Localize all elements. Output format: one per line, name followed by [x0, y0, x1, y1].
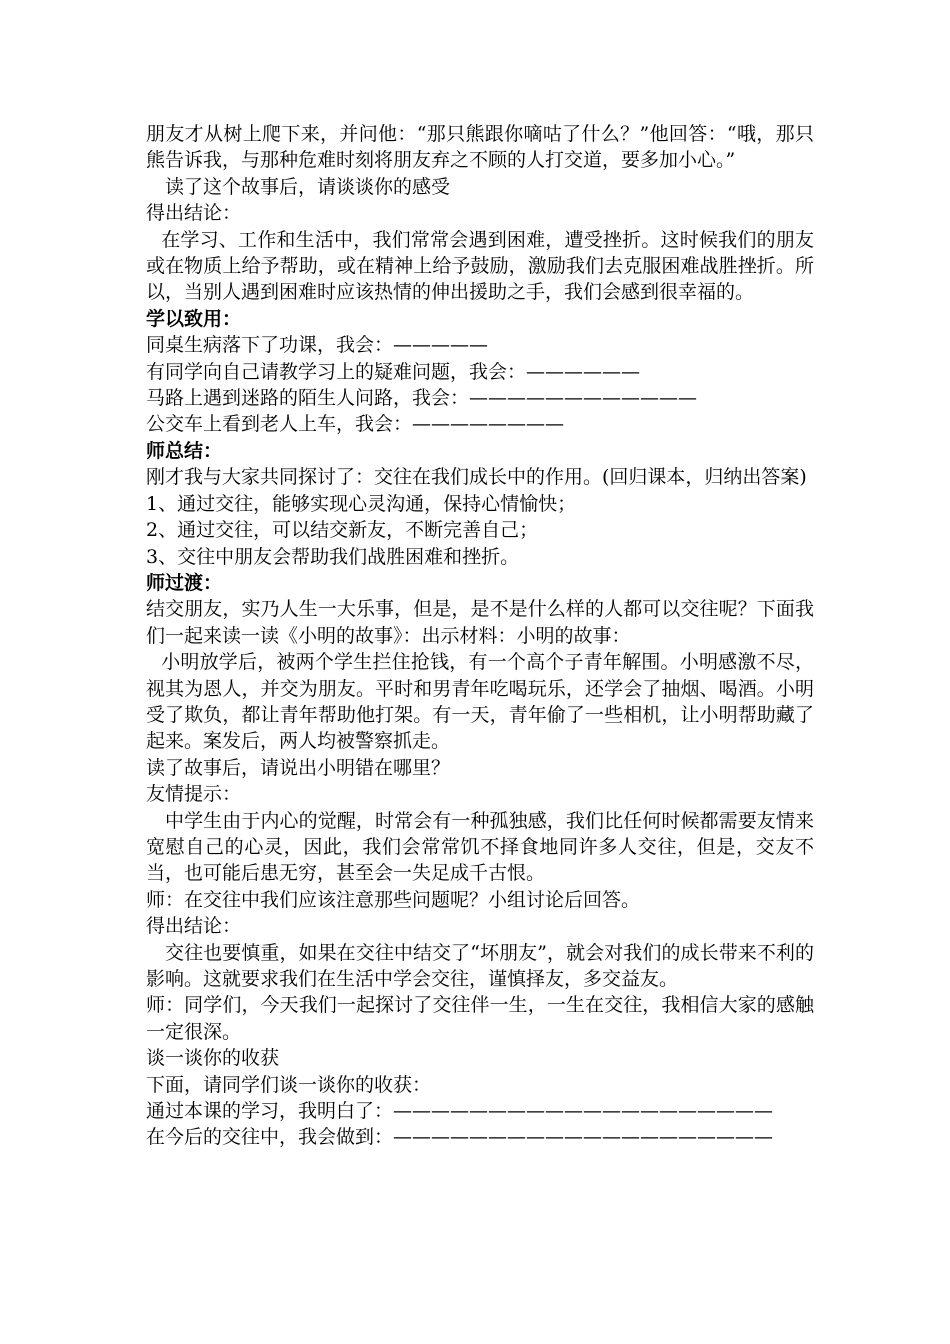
conclusion-label: 得出结论：: [146, 202, 242, 225]
conclusion-label-2: 得出结论：: [146, 915, 242, 938]
gains-prompt: 下面，请同学们谈一谈你的收获：: [146, 1073, 432, 1096]
xiaoming-question: 读了故事后，请说出小明错在哪里？: [146, 756, 451, 779]
section-heading-summary: 师总结：: [146, 439, 223, 462]
story-ending-paragraph: 朋友才从树上爬下来，并问他：“那只熊跟你嘀咕了什么？”他回答：“哦，那只熊告诉我，与那种危难时刻将朋友弃之不顾的人打交道，要多加小心。”: [146, 123, 814, 172]
conclusion-paragraph-2: 交往也要慎重，如果在交往中结交了“坏朋友”，就会对我们的成长带来不利的影响。这就要求我们在生活中学会交往，谨慎择友，多交益友。: [146, 941, 814, 990]
document-body: [146, 121, 814, 1151]
apply-item-3: 马路上遇到迷路的陌生人问路，我会：————————————: [146, 387, 698, 410]
section-heading-apply: 学以致用：: [146, 307, 242, 330]
story-reflection-prompt: 读了这个故事后，请谈谈你的感受: [165, 175, 451, 198]
conclusion-paragraph-1: 在学习、工作和生活中，我们常常会遇到困难，遭受挫折。这时候我们的朋友或在物质上给予帮助，或在精神上给予鼓励，激励我们去克服困难战胜挫折。所以，当别人遇到困难时应该热情的伸出援助之手，我们会感到很幸福的。: [146, 228, 814, 304]
xiaoming-story-paragraph: 小明放学后，被两个学生拦住抢钱，有一个高个子青年解围。小明感激不尽，视其为恩人，并交为朋友。平时和男青年吃喝玩乐，还学会了抽烟、喝酒。小明受了欺负，都让青年帮助他打架。有一天，青年偷了一些相机，让小明帮助藏了起来。案发后，两人均被警察抓走。: [146, 651, 814, 753]
apply-item-1: 同桌生病落下了功课，我会：—————: [146, 334, 489, 357]
section-heading-transition: 师过渡：: [146, 571, 223, 594]
summary-point-3: 3、交往中朋友会帮助我们战胜困难和挫折。: [146, 545, 520, 568]
teacher-discussion-question: 师：在交往中我们应该注意那些问题呢？小组讨论后回答。: [146, 888, 641, 911]
summary-point-2: 2、通过交往，可以结交新友，不断完善自己；: [146, 519, 539, 542]
gains-blank-2: 在今后的交往中，我会做到：————————————————————: [146, 1126, 774, 1149]
friendly-tip-label: 友情提示：: [146, 783, 242, 806]
apply-item-2: 有同学向自己请教学习上的疑难问题，我会：——————: [146, 360, 641, 383]
summary-point-1: 1、通过交往，能够实现心灵沟通，保持心情愉快；: [146, 492, 577, 515]
gains-heading: 谈一谈你的收获: [146, 1047, 280, 1070]
teacher-closing-remark: 师：同学们，今天我们一起探讨了交往伴一生，一生在交往，我相信大家的感触一定很深。: [146, 994, 814, 1043]
apply-item-4: 公交车上看到老人上车，我会：————————: [146, 413, 565, 436]
summary-intro: 刚才我与大家共同探讨了：交往在我们成长中的作用。(回归课本，归纳出答案): [146, 466, 807, 489]
gains-blank-1: 通过本课的学习，我明白了：————————————————————: [146, 1100, 774, 1123]
transition-paragraph: 结交朋友，实乃人生一大乐事，但是，是不是什么样的人都可以交往呢？下面我们一起来读一读《小明的故事》：出示材料：小明的故事：: [146, 598, 814, 647]
friendly-tip-paragraph: 中学生由于内心的觉醒，时常会有一种孤独感，我们比任何时候都需要友情来宽慰自己的心灵，因此，我们会常常饥不择食地同许多人交往，但是，交友不当，也可能后患无穷，甚至会一失足成千古恨。: [146, 809, 814, 885]
